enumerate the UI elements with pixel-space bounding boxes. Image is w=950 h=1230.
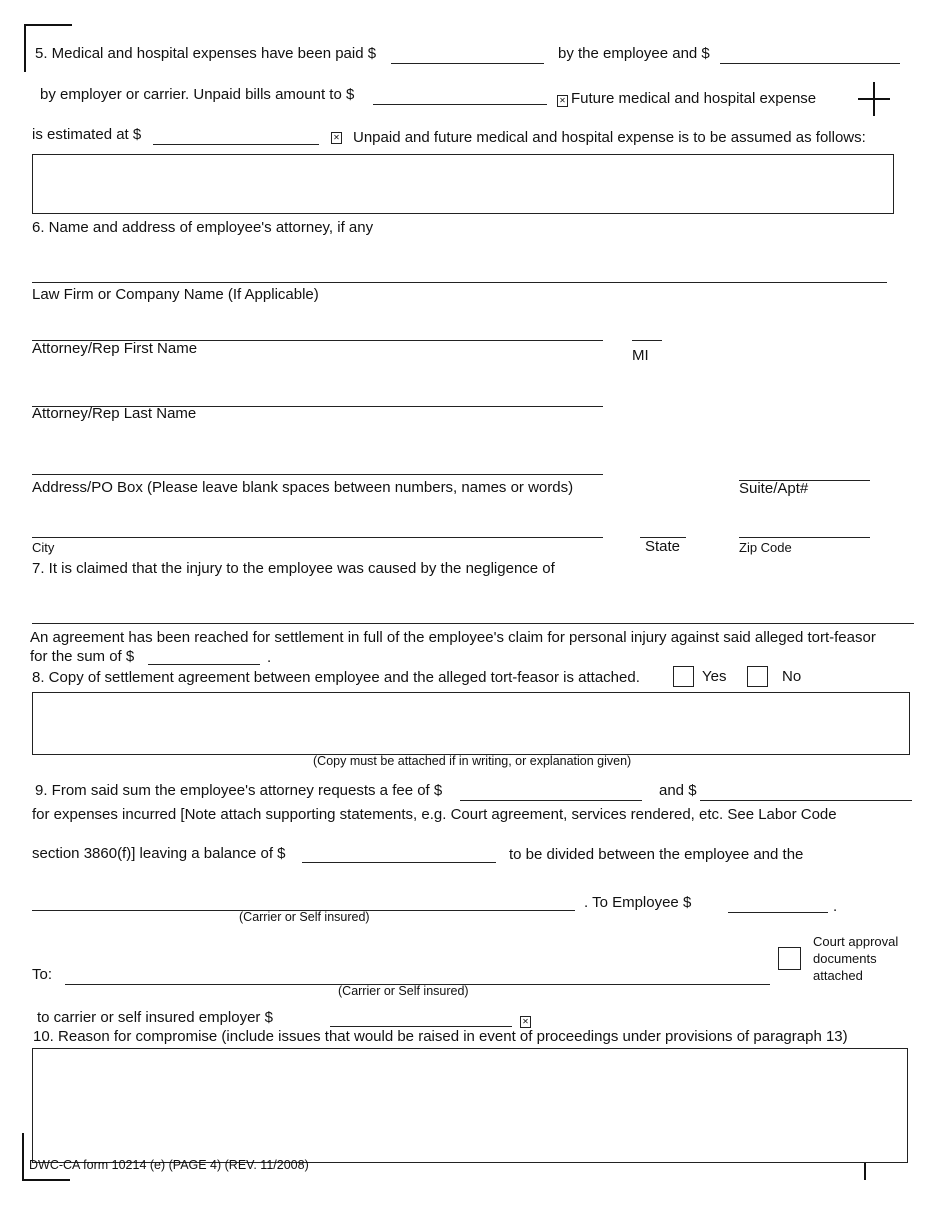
court-approval-label-line3: attached [813,968,863,983]
attorney-mi-label: MI [632,347,649,364]
employee-paid-amount-field[interactable] [391,63,544,64]
section8-heading: 8. Copy of settlement agreement between employee and the alleged tort-feasor is attached. [32,669,640,686]
settlement-agreement-text-line1: An agreement has been reached for settlement in full of the employee's claim for personal injury against said alleged tort-feasor [30,629,876,646]
to-label: To: [32,966,53,983]
agreement-attached-yes-checkbox[interactable] [673,666,694,687]
expenses-amount-field[interactable] [700,800,912,801]
registration-mark-top-left [24,24,26,72]
employer-paid-amount-field[interactable] [720,63,900,64]
zip-code-label: Zip Code [739,540,792,555]
future-expense-checkbox-icon[interactable]: ✕ [557,95,568,107]
to-employee-period: . [833,898,838,915]
registration-mark-top-right [873,82,875,116]
settlement-sum-label: for the sum of $ [30,648,135,665]
unpaid-bills-amount-field[interactable] [373,104,547,105]
settlement-explanation-textarea[interactable] [32,692,910,755]
attorney-last-name-label: Attorney/Rep Last Name [32,405,197,422]
carrier-caption-2: (Carrier or Self insured) [338,984,469,998]
attorney-fee-field[interactable] [460,800,642,801]
attorney-first-name-label: Attorney/Rep First Name [32,340,198,357]
address-field[interactable] [32,474,603,475]
assumed-expense-label: Unpaid and future medical and hospital expense is to be assumed as follows: [353,129,866,146]
yes-label: Yes [702,668,727,685]
to-employee-amount-field[interactable] [728,912,828,913]
balance-field[interactable] [302,862,496,863]
law-firm-label: Law Firm or Company Name (If Applicable) [32,286,319,303]
registration-mark-bottom-left [22,1133,24,1181]
attorney-mi-field[interactable] [632,340,662,341]
section9-balance-label: section 3860(f)] leaving a balance of $ [32,845,286,862]
section7-heading: 7. It is claimed that the injury to the employee was caused by the negligence of [32,560,555,577]
section5-line3-label: is estimated at $ [32,126,142,143]
carrier-checkbox-icon[interactable]: ✕ [520,1016,531,1028]
section9-divided-label: to be divided between the employee and the [509,846,804,863]
city-label: City [32,540,55,555]
city-field[interactable] [32,537,603,538]
to-carrier-amount-label: to carrier or self insured employer $ [37,1009,273,1026]
address-label: Address/PO Box (Please leave blank spaces between numbers, names or words) [32,479,574,496]
copy-attached-note: (Copy must be attached if in writing, or explanation given) [313,754,632,768]
form-id-footer: DWC-CA form 10214 (e) (PAGE 4) (REV. 11/2008) [29,1158,309,1172]
registration-mark-bottom-left [22,1179,70,1181]
section5-line1-label: 5. Medical and hospital expenses have been paid $ [35,45,377,62]
negligent-party-field[interactable] [32,623,914,624]
court-approval-label-line2: documents [813,951,877,966]
to-carrier-amount-field[interactable] [330,1026,512,1027]
section10-heading: 10. Reason for compromise (include issues that would be raised in event of proceedings under provisions of paragraph 13) [33,1028,848,1045]
future-expense-estimate-field[interactable] [153,144,319,145]
section5-line2-label: by employer or carrier. Unpaid bills amount to $ [40,86,355,103]
suite-apt-label: Suite/Apt# [739,480,809,497]
section6-heading: 6. Name and address of employee's attorney, if any [32,219,374,236]
assumed-expense-checkbox-icon[interactable]: ✕ [331,132,342,144]
to-employee-label: . To Employee $ [584,894,692,911]
settlement-sum-period: . [267,649,272,666]
state-label: State [645,538,681,555]
compromise-reason-textarea[interactable] [32,1048,908,1163]
expense-assumption-textarea[interactable] [32,154,894,214]
zip-code-field[interactable] [739,537,870,538]
no-label: No [782,668,802,685]
settlement-sum-field[interactable] [148,664,260,665]
section9-and-label: and $ [659,782,697,799]
agreement-attached-no-checkbox[interactable] [747,666,768,687]
future-expense-label: Future medical and hospital expense [571,90,817,107]
carrier-caption-1: (Carrier or Self insured) [239,910,370,924]
section9-line1-label: 9. From said sum the employee's attorney requests a fee of $ [35,782,443,799]
section5-line1-mid-label: by the employee and $ [558,45,710,62]
court-approval-label-line1: Court approval [813,934,899,949]
registration-mark-top-left [24,24,72,26]
law-firm-field[interactable] [32,282,887,283]
section9-line2-text: for expenses incurred [Note attach supporting statements, e.g. Court agreement, services rendered, etc. See Labor Code [32,806,837,823]
court-approval-checkbox[interactable] [778,947,801,970]
